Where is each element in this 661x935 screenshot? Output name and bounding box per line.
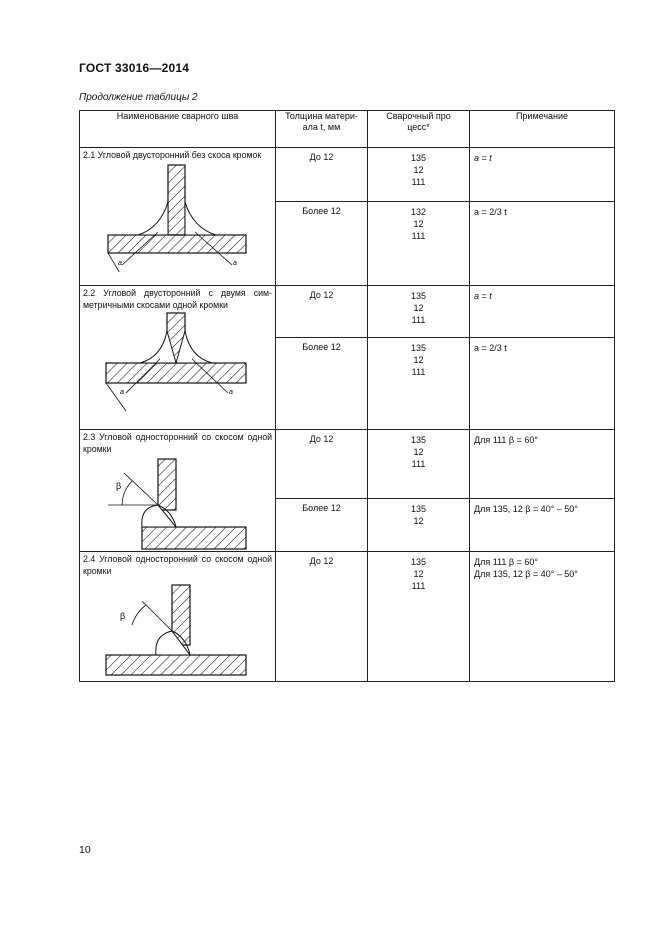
page-number: 10 — [79, 844, 91, 856]
weld-name: 2.2 Угловой двусторонний с двумя сим-метричными скосами одной кромки — [83, 288, 272, 310]
note-cell: a = t — [470, 286, 615, 338]
process-cell: 135 12 111 — [368, 286, 470, 338]
process-header-line2: цесс* — [407, 122, 430, 132]
thickness-header-line2: ала t, мм — [302, 122, 341, 132]
table-continuation-caption: Продолжение таблицы 2 — [79, 92, 198, 103]
document-title: ГОСТ 33016—2014 — [79, 61, 190, 75]
angle-label: β — [116, 481, 122, 491]
note-cell: a = t — [470, 148, 615, 202]
thickness-cell: Более 12 — [276, 202, 368, 286]
process-cell: 135 12 111 — [368, 148, 470, 202]
process-cell: 135 12 111 — [368, 430, 470, 499]
thickness-cell: Более 12 — [276, 338, 368, 430]
angle-label: β — [120, 611, 126, 621]
note-cell: a = 2/3 t — [470, 202, 615, 286]
weld-diagram-2-3 — [80, 455, 274, 551]
thickness-cell: До 12 — [276, 148, 368, 202]
dimension-label: a — [229, 389, 233, 396]
weld-table — [79, 110, 615, 682]
table-row — [80, 552, 615, 682]
note-cell: Для 111 β = 60° — [470, 430, 615, 499]
col-header-note: Примечание — [470, 111, 615, 148]
weld-name-cell — [80, 552, 276, 682]
thickness-cell: До 12 — [276, 430, 368, 499]
weld-name-cell — [80, 148, 276, 286]
weld-name: 2.1 Угловой двусторонний без скоса кромок — [83, 150, 262, 160]
weld-diagram-2-4 — [80, 577, 274, 681]
process-cell: 135 12 — [368, 498, 470, 551]
col-header-name: Наименование сварного шва — [80, 111, 276, 148]
note-cell: a = 2/3 t — [470, 338, 615, 430]
weld-name-cell — [80, 286, 276, 430]
table-row — [80, 430, 615, 499]
thickness-cell: До 12 — [276, 286, 368, 338]
note-cell: Для 111 β = 60° Для 135, 12 β = 40° – 50° — [470, 552, 615, 682]
weld-name-cell — [80, 430, 276, 552]
dimension-label: a — [233, 259, 237, 267]
thickness-cell: До 12 — [276, 552, 368, 682]
process-cell: 132 12 111 — [368, 202, 470, 286]
col-header-thickness — [276, 111, 368, 148]
process-header-line1: Сварочный про — [386, 111, 451, 121]
weld-diagram-2-2 — [80, 311, 274, 423]
table-row — [80, 148, 615, 202]
process-cell: 135 12 111 — [368, 338, 470, 430]
thickness-cell: Более 12 — [276, 498, 368, 551]
thickness-header-line1: Толщина матери- — [285, 111, 358, 121]
weld-name: 2.3 Угловой односторонний со скосом одной кромки — [83, 432, 272, 454]
process-cell: 135 12 111 — [368, 552, 470, 682]
weld-diagram-2-1 — [80, 162, 274, 272]
note-cell: Для 135, 12 β = 40° – 50° — [470, 498, 615, 551]
col-header-process — [368, 111, 470, 148]
dimension-label: a — [118, 259, 122, 267]
dimension-label: a — [120, 389, 124, 396]
table-header-row — [80, 111, 615, 148]
weld-name: 2.4 Угловой односторонний со скосом одной кромки — [83, 554, 272, 576]
table-row — [80, 286, 615, 338]
